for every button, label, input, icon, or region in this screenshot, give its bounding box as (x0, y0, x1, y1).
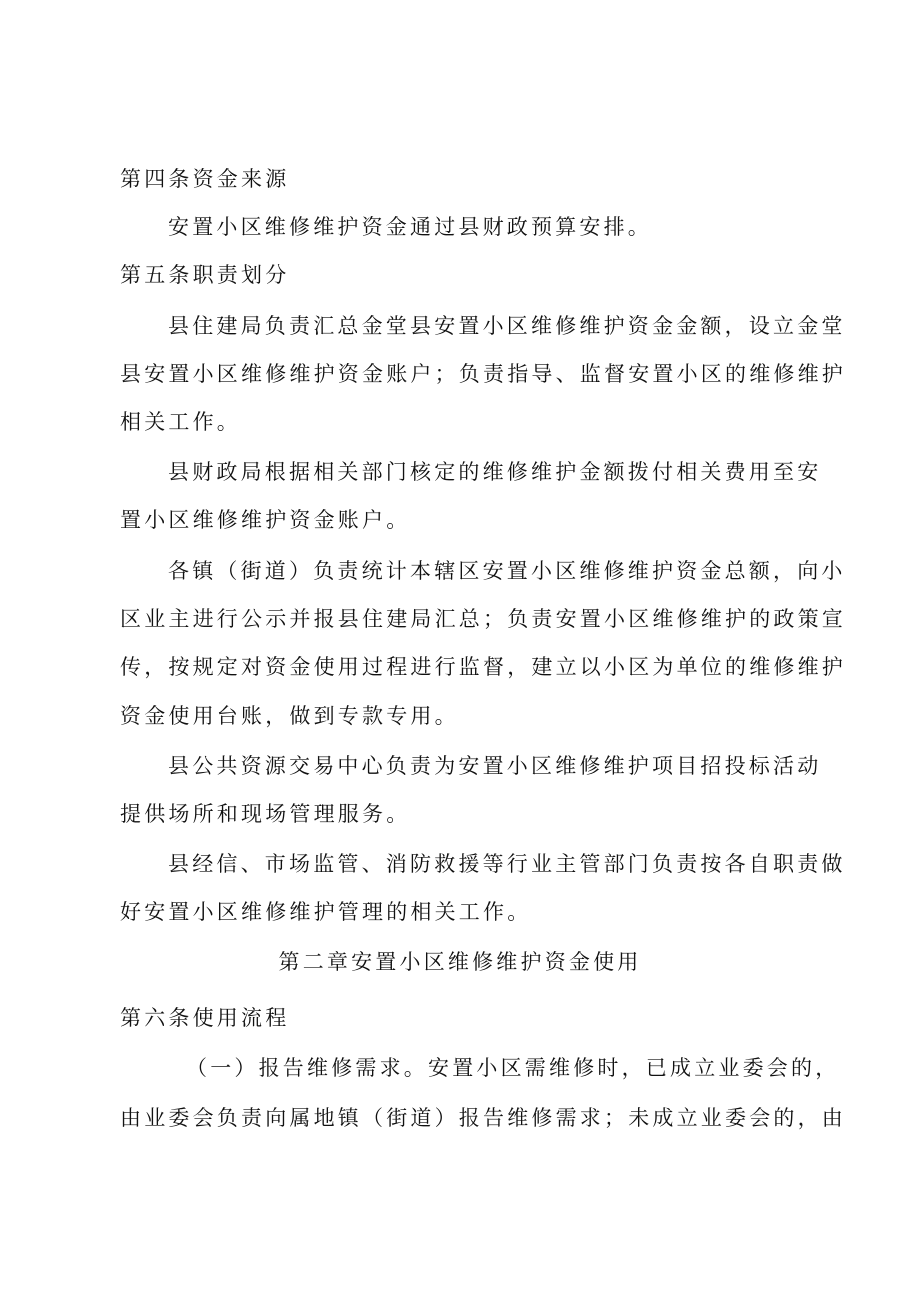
paragraph-line: 相关工作。 (120, 410, 241, 434)
paragraph-line: 县安置小区维修维护资金账户；负责指导、监督安置小区的维修维护 (120, 362, 846, 386)
chapter-2-heading: 第二章安置小区维修维护资金使用 (278, 950, 642, 974)
paragraph-line: （一）报告维修需求。安置小区需维修时，已成立业委会的， (186, 1056, 840, 1080)
paragraph-line: 安置小区维修维护资金通过县财政预算安排。 (168, 215, 652, 239)
article-5-heading: 第五条职责划分 (120, 263, 290, 287)
paragraph-line: 区业主进行公示并报县住建局汇总；负责安置小区维修维护的政策宣 (120, 607, 846, 631)
paragraph-line: 传，按规定对资金使用过程进行监督，建立以小区为单位的维修维护 (120, 655, 846, 679)
paragraph-line: 县住建局负责汇总金堂县安置小区维修维护资金金额，设立金堂 (168, 314, 846, 338)
article-4-heading: 第四条资金来源 (120, 167, 290, 191)
paragraph-line: 由业委会负责向属地镇（街道）报告维修需求；未成立业委会的，由 (120, 1106, 846, 1130)
paragraph-line: 各镇（街道）负责统计本辖区安置小区维修维护资金总额，向小 (168, 559, 846, 583)
paragraph-line: 置小区维修维护资金账户。 (120, 508, 411, 532)
article-6-heading: 第六条使用流程 (120, 1006, 290, 1030)
paragraph-line: 资金使用台账，做到专款专用。 (120, 704, 459, 728)
paragraph-line: 县公共资源交易中心负责为安置小区维修维护项目招投标活动 (168, 754, 822, 778)
paragraph-line: 提供场所和现场管理服务。 (120, 802, 411, 826)
paragraph-line: 县财政局根据相关部门核定的维修维护金额拨付相关费用至安 (168, 460, 822, 484)
paragraph-line: 县经信、市场监管、消防救援等行业主管部门负责按各自职责做 (168, 852, 846, 876)
paragraph-line: 好安置小区维修维护管理的相关工作。 (120, 900, 532, 924)
